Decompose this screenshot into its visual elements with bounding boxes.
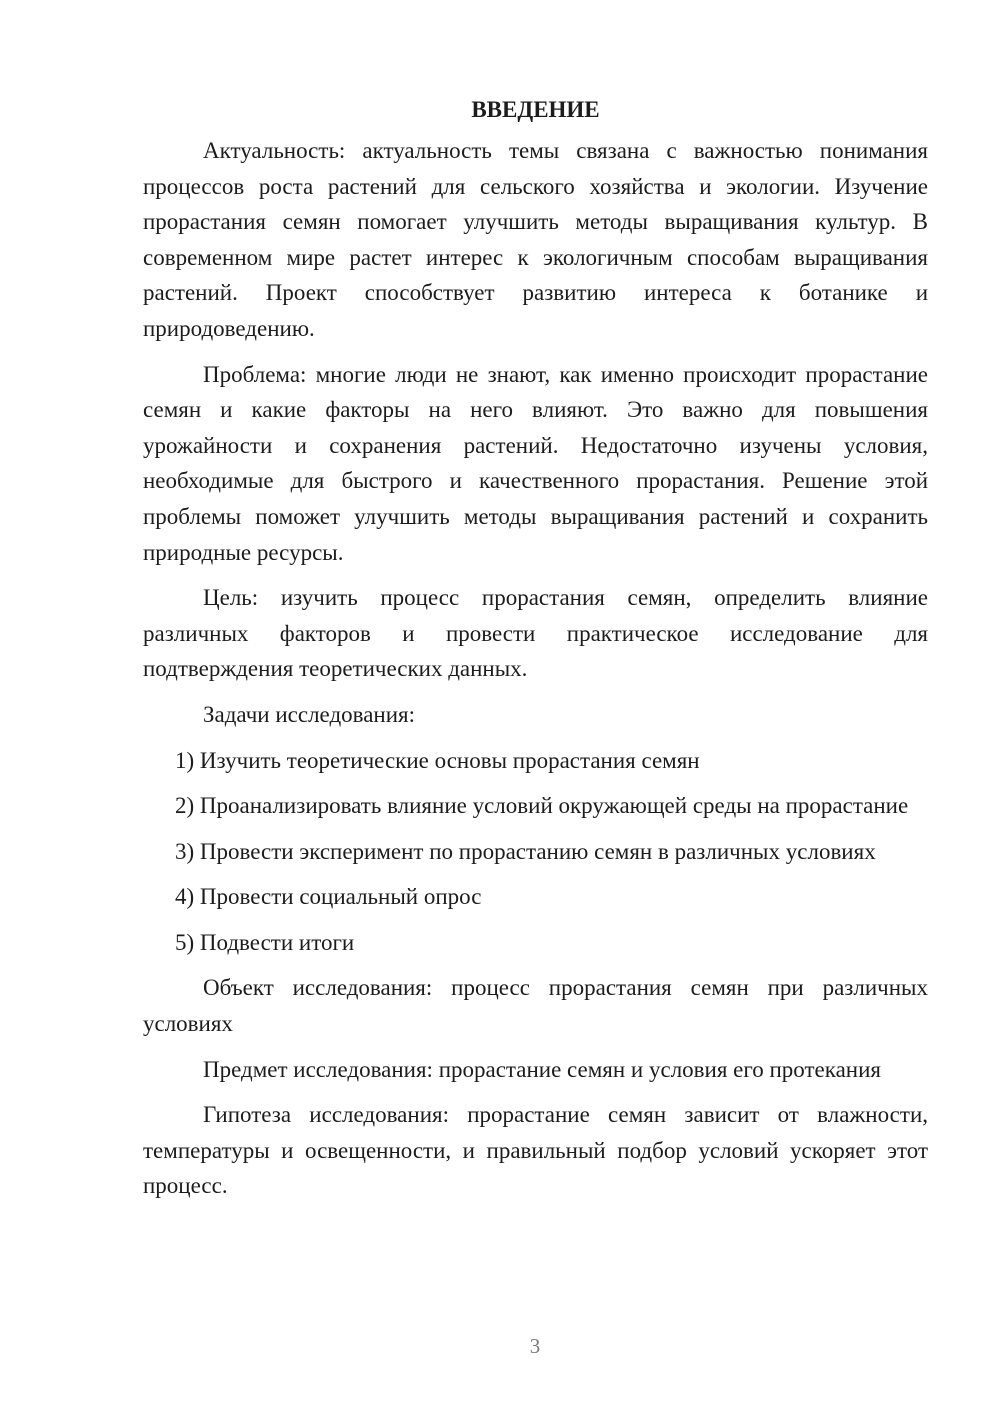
paragraph-goal: Цель: изучить процесс прорастания семян, определить влияние различных факторов и провести практическое исследование для подтверждения теоретических данных. [143, 585, 928, 682]
paragraph-hypothesis: Гипотеза исследования: прорастание семян зависит от влажности, температуры и освещенности, и правильный подбор условий ускоряет этот процесс. [143, 1102, 928, 1199]
list-item-task-3: 3) Провести эксперимент по прорастанию семян в различных условиях [175, 838, 876, 864]
list-item-task-1: 1) Изучить теоретические основы прорастания семян [175, 747, 700, 773]
paragraph-subject: Предмет исследования: прорастание семян и условия его протекания [203, 1056, 881, 1082]
page-title: ВВЕДЕНИЕ [471, 97, 600, 122]
paragraph-relevance: Актуальность: актуальность темы связана с важностью понимания процессов роста растений для сельского хозяйства и экологии. Изучение прорастания семян помогает улучшить методы выращивания культур. В современном мире растет интерес к экологичным способам выращивания растений. Проект способствует развитию интереса к ботанике и природоведению. [143, 138, 928, 341]
list-item-task-2: 2) Проанализировать влияние условий окружающей среды на прорастание [175, 793, 909, 819]
list-item-task-4: 4) Провести социальный опрос [175, 884, 482, 910]
paragraph-tasks-heading: Задачи исследования: [203, 701, 416, 727]
list-item-task-5: 5) Подвести итоги [175, 929, 355, 955]
paragraph-problem: Проблема: многие люди не знают, как именно происходит прорастание семян и какие факторы на него влияют. Это важно для повышения урожайности и сохранения растений. Недостаточно изучены условия, необходимые для быстрого и качественного прорастания. Решение этой проблемы поможет улучшить методы выращивания растений и сохранить природные ресурсы. [143, 361, 928, 565]
document-page [143, 92, 928, 1214]
page-number: 3 [529, 1334, 541, 1358]
paragraph-object: Объект исследования: процесс прорастания семян при различных условиях [143, 975, 928, 1037]
